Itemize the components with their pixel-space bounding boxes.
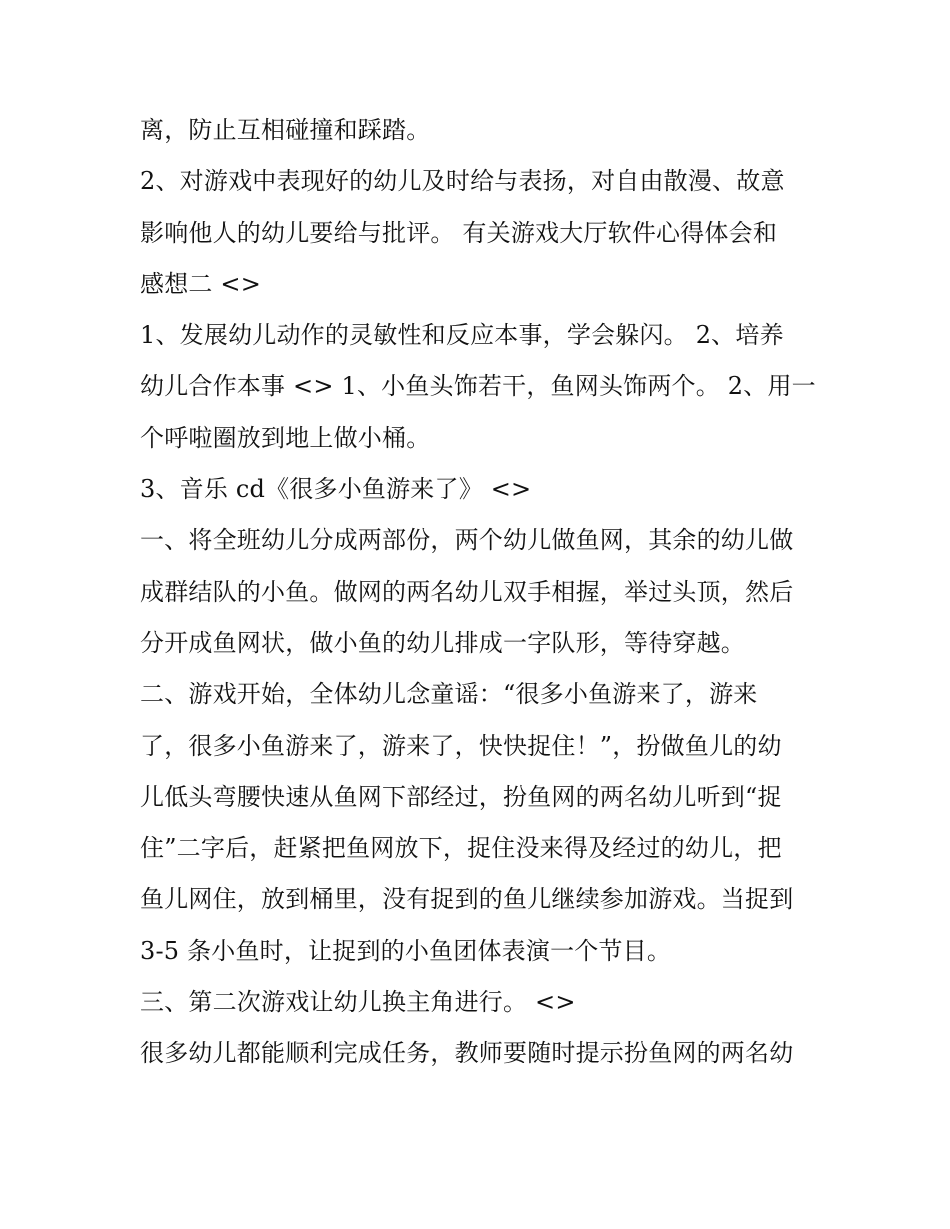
text-line: 分开成鱼网状，做小鱼的幼儿排成一字队形，等待穿越。 [140,628,745,657]
text-line: 住”二字后，赶紧把鱼网放下，捉住没来得及经过的幼儿，把 [140,834,782,863]
text-line: 感想二 <> [140,269,262,298]
text-line: 很多幼儿都能顺利完成任务，教师要随时提示扮鱼网的两名幼 [140,1039,794,1068]
text-line: 1、发展幼儿动作的灵敏性和反应本事，学会躲闪。 2、培养 [140,321,784,350]
text-line: 成群结队的小鱼。做网的两名幼儿双手相握，举过头顶，然后 [140,577,794,606]
text-line: 离，防止互相碰撞和踩踏。 [140,116,431,144]
text-line: 3、音乐 cd《很多小鱼游来了》 <> [140,475,532,504]
text-line: 2、对游戏中表现好的幼儿及时给与表扬，对自由散漫、故意 [140,167,785,196]
text-line: 影响他人的幼儿要给与批评。 有关游戏大厅软件心得体会和 [140,218,778,247]
text-line: 幼儿合作本事 <> 1、小鱼头饰若干，鱼网头饰两个。 2、用一 [140,372,816,401]
text-line: 一、将全班幼儿分成两部份，两个幼儿做鱼网，其余的幼儿做 [140,526,794,555]
text-line: 3-5 条小鱼时，让捉到的小鱼团体表演一个节目。 [140,936,672,965]
text-line: 二、游戏开始，全体幼儿念童谣：“很多小鱼游来了，游来 [140,680,758,709]
text-line: 鱼儿网住，放到桶里，没有捉到的鱼儿继续参加游戏。当捉到 [140,885,794,914]
text-line: 三、第二次游戏让幼儿换主角进行。 <> [140,988,576,1017]
text-line: 个呼啦圈放到地上做小桶。 [140,423,431,452]
document-body [140,105,820,1080]
text-line: 了，很多小鱼游来了，游来了，快快捉住！”，扮做鱼儿的幼 [140,731,782,760]
text-line: 儿低头弯腰快速从鱼网下部经过，扮鱼网的两名幼儿听到“捉 [140,782,782,811]
